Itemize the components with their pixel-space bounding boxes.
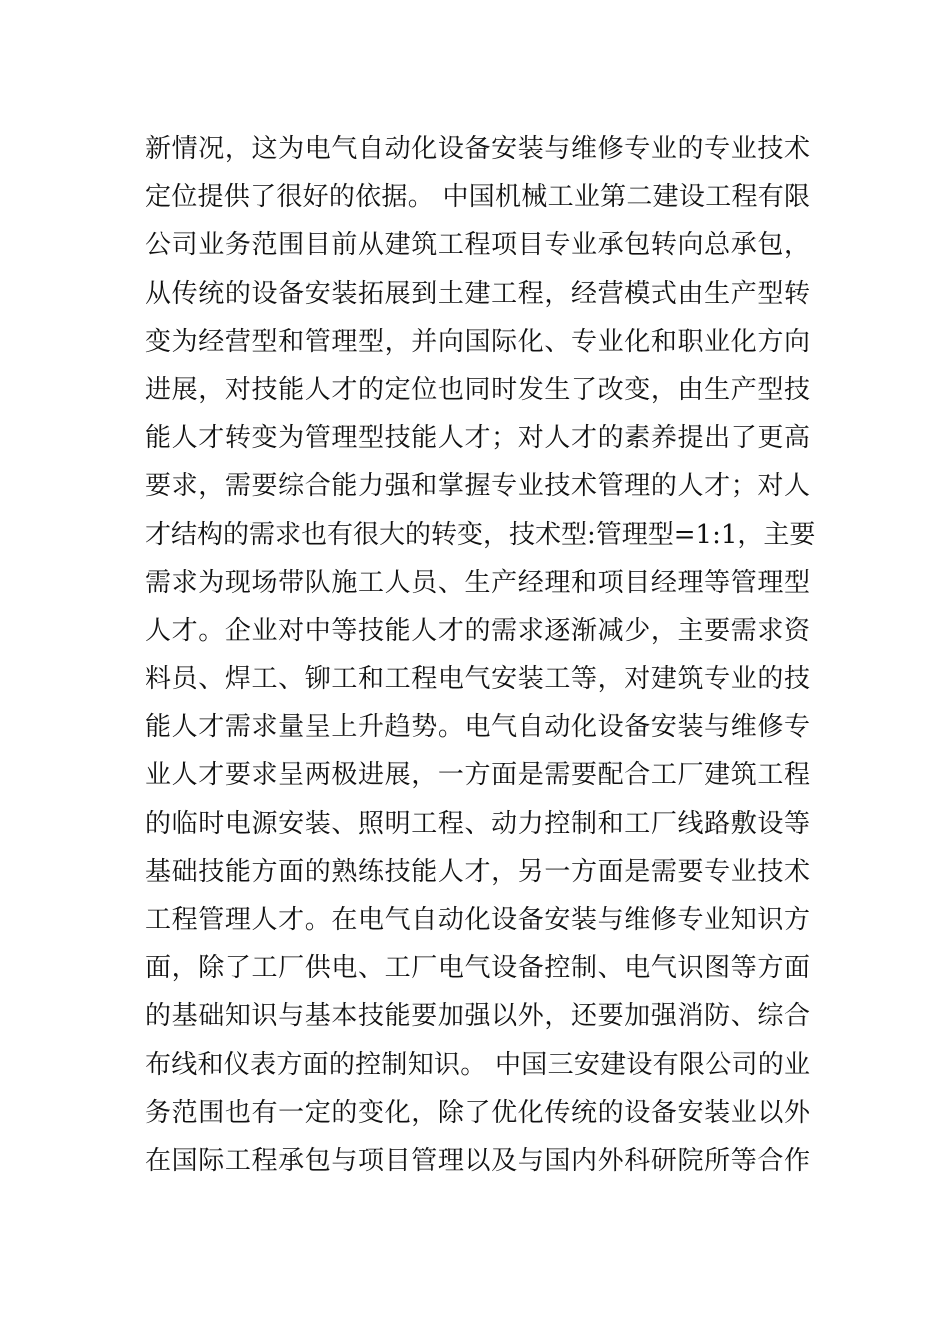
text-line: 基础技能方面的熟练技能人才，另一方面是需要专业技术 [145, 856, 810, 887]
text-line: 工程管理人才。在电气自动化设备安装与维修专业知识方 [145, 905, 810, 935]
text-line: 布线和仪表方面的控制知识。 中国三安建设有限公司的业 [145, 1049, 810, 1080]
text-line: 从传统的设备安装拓展到土建工程，经营模式由生产型转 [145, 278, 810, 309]
text-line: 业人才要求呈两极进展，一方面是需要配合工厂建筑工程 [145, 760, 810, 791]
text-line: 要求，需要综合能力强和掌握专业技术管理的人才；对人 [145, 471, 810, 502]
text-line: 变为经营型和管理型，并向国际化、专业化和职业化方向 [145, 326, 810, 357]
text-line: 定位提供了很好的依据。 中国机械工业第二建设工程有限 [145, 182, 810, 213]
text-line: 在国际工程承包与项目管理以及与国内外科研院所等合作 [145, 1145, 810, 1176]
text-line: 能人才转变为管理型技能人才；对人才的素养提出了更高 [145, 423, 810, 454]
text-line: 才结构的需求也有很大的转变，技术型:管理型=1:1，主要 [145, 519, 816, 550]
text-line: 公司业务范围目前从建筑工程项目专业承包转向总承包， [145, 230, 810, 261]
text-line: 人才。企业对中等技能人才的需求逐渐减少，主要需求资 [145, 615, 810, 646]
text-line: 面，除了工厂供电、工厂电气设备控制、电气识图等方面 [145, 953, 810, 984]
text-line: 料员、焊工、铆工和工程电气安装工等，对建筑专业的技 [145, 664, 810, 695]
text-line: 的临时电源安装、照明工程、动力控制和工厂线路敷设等 [145, 808, 810, 839]
text-line: 的基础知识与基本技能要加强以外，还要加强消防、综合 [145, 1001, 810, 1032]
text-line: 能人才需求量呈上升趋势。电气自动化设备安装与维修专 [145, 712, 810, 743]
body-text [145, 125, 816, 1185]
text-line: 新情况，这为电气自动化设备安装与维修专业的专业技术 [145, 134, 810, 164]
text-line: 需求为现场带队施工人员、生产经理和项目经理等管理型 [145, 567, 810, 598]
text-line: 进展，对技能人才的定位也同时发生了改变，由生产型技 [145, 374, 810, 405]
text-line: 务范围也有一定的变化，除了优化传统的设备安装业以外 [145, 1097, 810, 1128]
